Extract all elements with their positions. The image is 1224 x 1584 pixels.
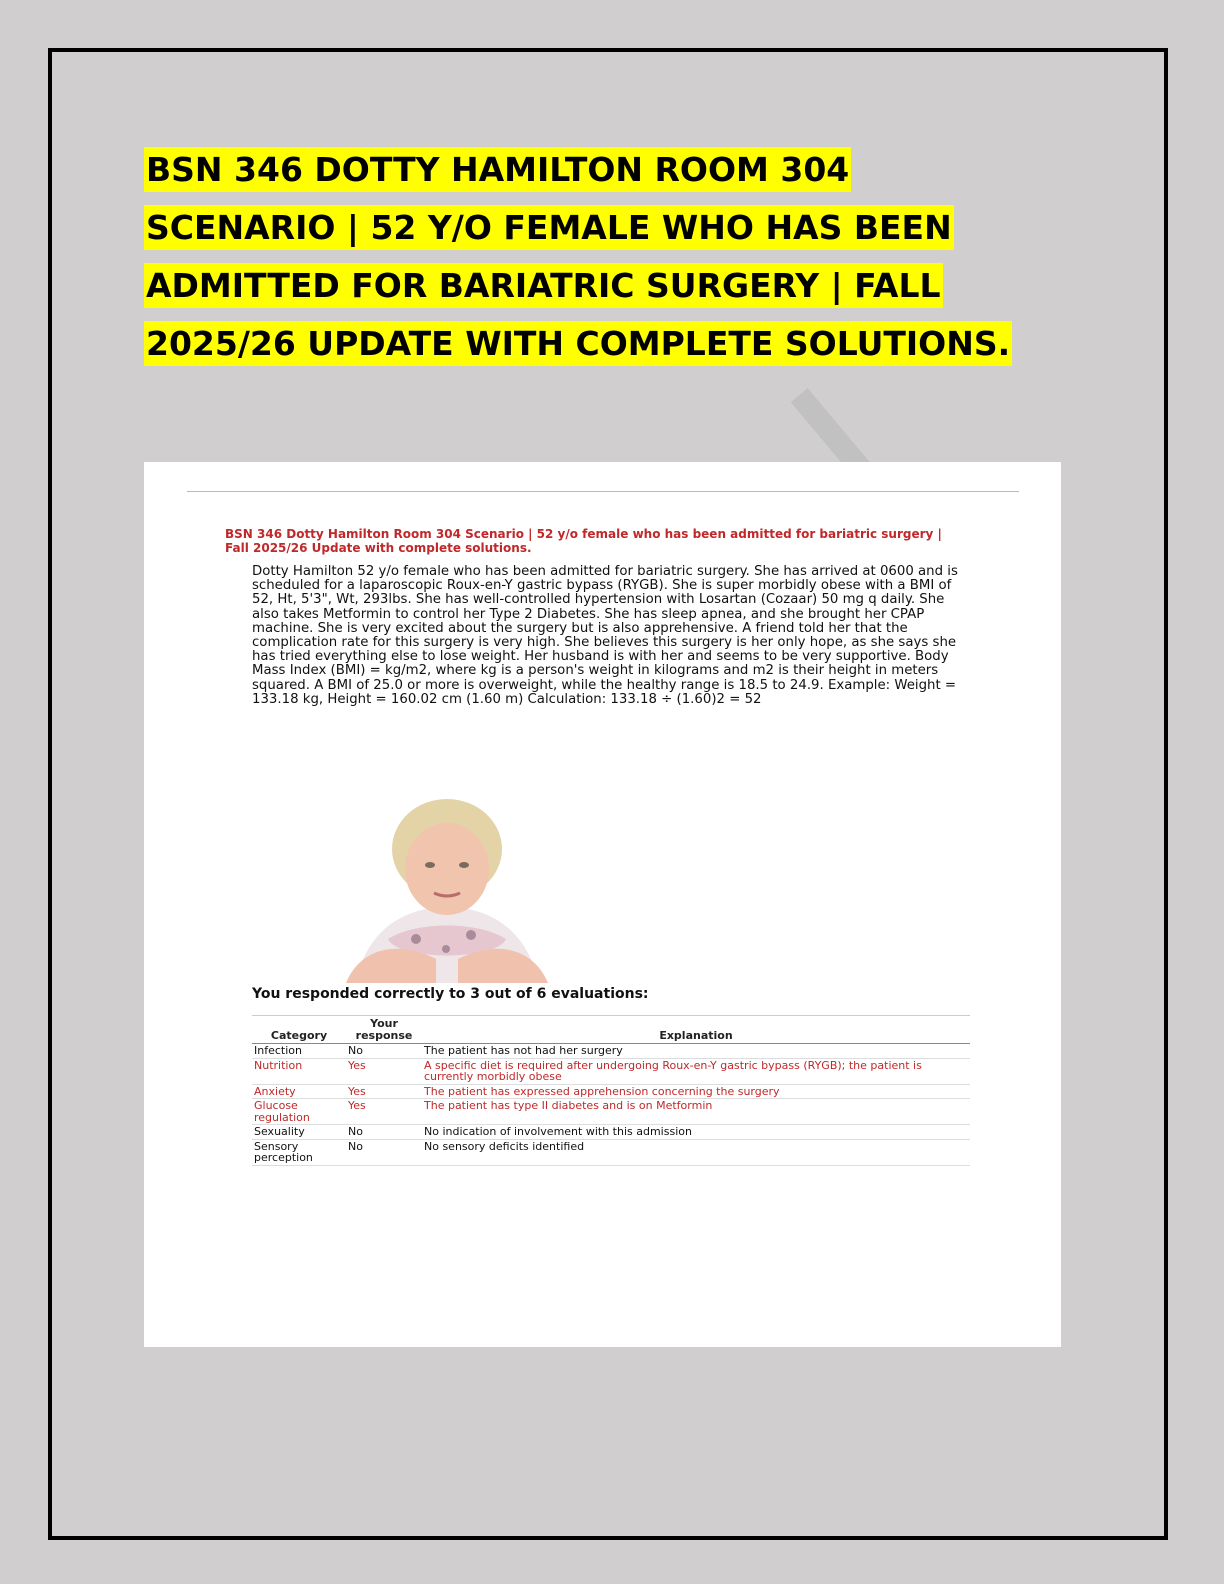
header-category: Category <box>252 1016 346 1044</box>
scenario-heading: BSN 346 Dotty Hamilton Room 304 Scenario | 52 y/o female who has been admitted for bariatric surgery | Fall 2025/26 Update with complete solutions. <box>225 527 942 555</box>
cell-category: Sensory perception <box>252 1139 346 1165</box>
title-line-4: 2025/26 UPDATE WITH COMPLETE SOLUTIONS. <box>144 321 1012 366</box>
cell-response: No <box>346 1044 422 1059</box>
cell-category: Nutrition <box>252 1058 346 1084</box>
title-line-2: SCENARIO | 52 Y/O FEMALE WHO HAS BEEN <box>144 205 954 250</box>
scenario-text: Dotty Hamilton 52 y/o female who has been admitted for bariatric surgery. She has arrived at 0600 and is scheduled for a laparoscopic Roux-en-Y gastric bypass (RYGB). She is super morbidly obese with a BMI of 52, Ht, 5'3", Wt, 293lbs. She has well-controlled hypertension with Losartan (Cozaar) 50 mg q daily. She also takes Metformin to control her Type 2 Diabetes. She has sleep apnea, and she brought her CPAP machine. She is very excited about the surgery but is also apprehensive. A friend told her that the complication rate for this surgery is very high. She believes this surgery is her only hope, as she says she has tried everything else to lose weight. Her husband is with her and seems to be very supportive. Body Mass Index (BMI) = kg/m2, where kg is a person's weight in kilograms and m2 is their height in meters squared. A BMI of 25.0 or more is overweight, while the healthy range is 18.5 to 24.9. Example: Weight = 133.18 kg, Height = 160.02 cm (1.60 m) Calculation: 133.18 ÷ (1.60)2 = 52 <box>252 564 958 707</box>
table-row <box>252 1084 970 1099</box>
cell-category: Anxiety <box>252 1084 346 1099</box>
table-header-row <box>252 1016 970 1044</box>
evaluation-table <box>252 1015 970 1166</box>
cell-category: Sexuality <box>252 1125 346 1140</box>
cell-explanation: No indication of involvement with this admission <box>422 1125 970 1140</box>
header-response: Your response <box>346 1016 422 1044</box>
table-row <box>252 1044 970 1059</box>
cell-explanation: No sensory deficits identified <box>422 1139 970 1165</box>
title-line-3: ADMITTED FOR BARIATRIC SURGERY | FALL <box>144 263 943 308</box>
cell-explanation: The patient has expressed apprehension concerning the surgery <box>422 1084 970 1099</box>
header-explanation: Explanation <box>422 1016 970 1044</box>
table-row <box>252 1125 970 1140</box>
embedded-screenshot <box>144 462 1061 1347</box>
table-row <box>252 1139 970 1165</box>
cell-explanation: The patient has type II diabetes and is on Metformin <box>422 1099 970 1125</box>
patient-photo <box>296 789 598 983</box>
cell-explanation: The patient has not had her surgery <box>422 1044 970 1059</box>
table-row <box>252 1058 970 1084</box>
cell-category: Glucose regulation <box>252 1099 346 1125</box>
score-summary: You responded correctly to 3 out of 6 evaluations: <box>252 986 649 1002</box>
cell-response: Yes <box>346 1099 422 1125</box>
cell-response: Yes <box>346 1058 422 1084</box>
cell-category: Infection <box>252 1044 346 1059</box>
cell-response: No <box>346 1139 422 1165</box>
title-line-1: BSN 346 DOTTY HAMILTON ROOM 304 <box>144 147 851 192</box>
cell-response: No <box>346 1125 422 1140</box>
cell-response: Yes <box>346 1084 422 1099</box>
table-row <box>252 1099 970 1125</box>
divider <box>187 491 1019 492</box>
cell-explanation: A specific diet is required after undergoing Roux-en-Y gastric bypass (RYGB); the patient is currently morbidly obese <box>422 1058 970 1084</box>
document-title <box>144 141 1104 373</box>
